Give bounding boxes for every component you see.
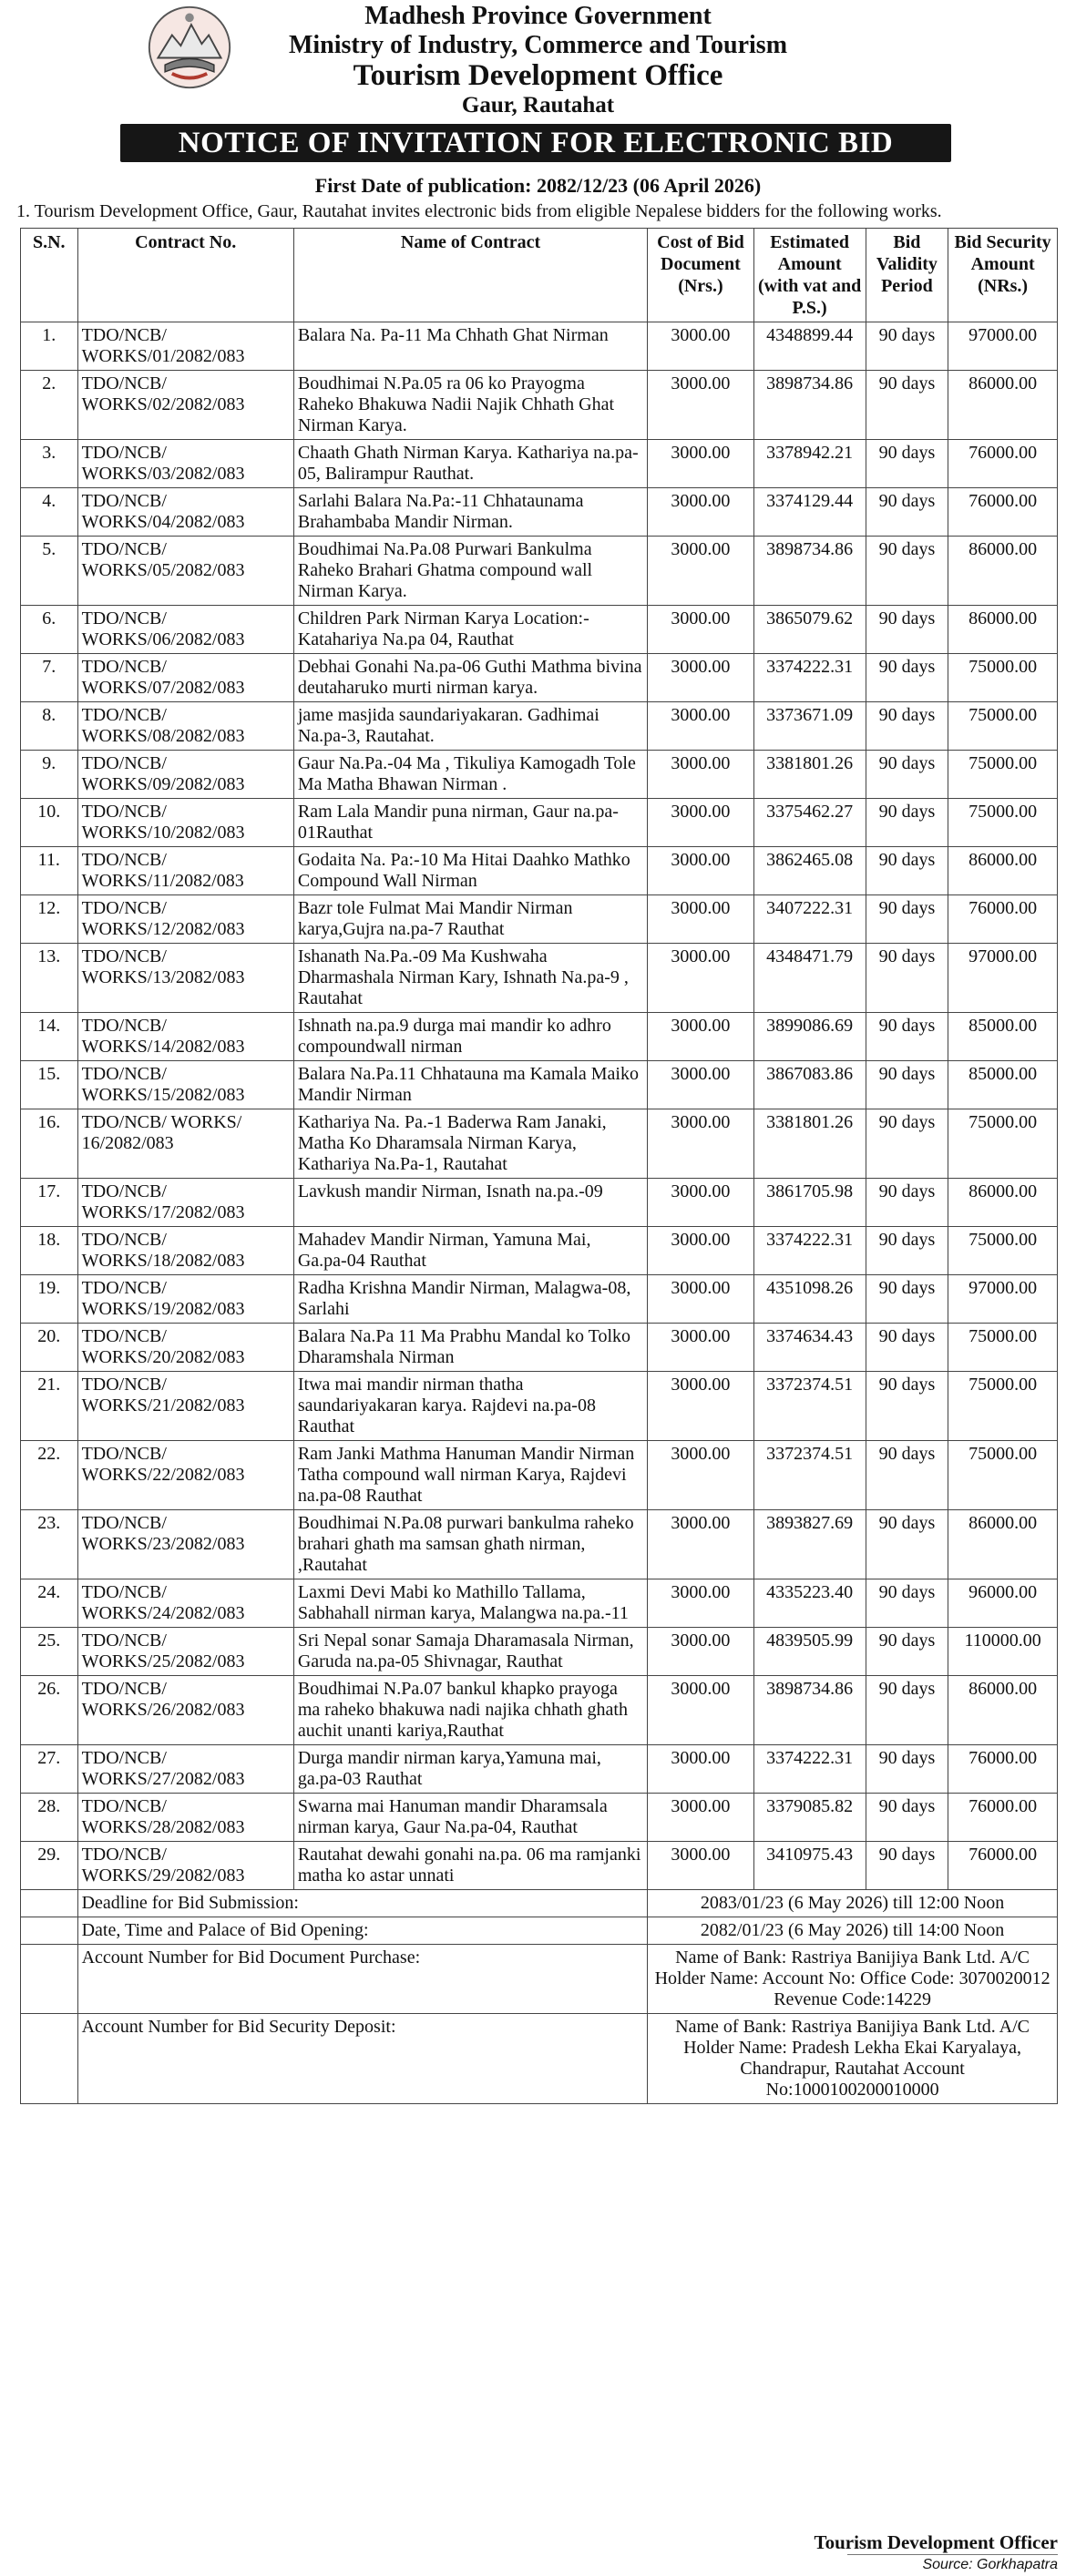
validity-cell: 90 days (866, 488, 948, 537)
estimated-cell: 3379085.82 (753, 1794, 866, 1842)
estimated-cell: 3893827.69 (753, 1510, 866, 1579)
cost-cell: 3000.00 (648, 488, 753, 537)
sn-cell: 14. (21, 1013, 78, 1061)
security-cell: 76000.00 (948, 895, 1058, 944)
intro-paragraph: 1. Tourism Development Office, Gaur, Rautahat invites electronic bids from eligible Nepalese bidders for the following works. (16, 201, 942, 221)
cost-cell: 3000.00 (648, 1628, 753, 1676)
contract-no-cell: TDO/NCB/ WORKS/27/2082/083 (77, 1745, 293, 1794)
validity-cell: 90 days (866, 895, 948, 944)
header-contract-no: Contract No. (77, 229, 293, 322)
validity-cell: 90 days (866, 1510, 948, 1579)
contract-name-cell: Ishanath Na.Pa.-09 Ma Kushwaha Dharmashala Nirman Kary, Ishnath Na.pa-9 , Rautahat (293, 944, 647, 1013)
security-cell: 86000.00 (948, 1179, 1058, 1227)
validity-cell: 90 days (866, 1441, 948, 1510)
deadline-value: 2083/01/23 (6 May 2026) till 12:00 Noon (648, 1890, 1058, 1917)
opening-row (21, 1917, 1058, 1945)
table-row (21, 537, 1058, 606)
signature-office: Tourism Development Officer (814, 2531, 1058, 2553)
sn-cell: 9. (21, 751, 78, 799)
contract-name-cell: Rautahat dewahi gonahi na.pa. 06 ma ramjanki matha ko astar unnati (293, 1842, 647, 1890)
validity-cell: 90 days (866, 944, 948, 1013)
table-row (21, 488, 1058, 537)
contract-name-cell: Sri Nepal sonar Samaja Dharamasala Nirman, Garuda na.pa-05 Shivnagar, Rauthat (293, 1628, 647, 1676)
table-row (21, 1275, 1058, 1324)
validity-cell: 90 days (866, 799, 948, 847)
cost-cell: 3000.00 (648, 1372, 753, 1441)
estimated-cell: 3374222.31 (753, 654, 866, 702)
sn-cell: 21. (21, 1372, 78, 1441)
table-row (21, 1179, 1058, 1227)
estimated-cell: 3862465.08 (753, 847, 866, 895)
estimated-cell: 3378942.21 (753, 440, 866, 488)
contract-name-cell: Kathariya Na. Pa.-1 Baderwa Ram Janaki, Matha Ko Dharamsala Nirman Karya, Kathariya Na.Pa-1, Rautahat (293, 1109, 647, 1179)
estimated-cell: 3867083.86 (753, 1061, 866, 1109)
table-header-row (21, 229, 1058, 322)
security-cell: 76000.00 (948, 440, 1058, 488)
sn-cell: 4. (21, 488, 78, 537)
cost-cell: 3000.00 (648, 1109, 753, 1179)
cost-cell: 3000.00 (648, 440, 753, 488)
table-row (21, 1842, 1058, 1890)
contract-name-cell: Ishnath na.pa.9 durga mai mandir ko adhro compoundwall nirman (293, 1013, 647, 1061)
sn-cell: 10. (21, 799, 78, 847)
contract-name-cell: Mahadev Mandir Nirman, Yamuna Mai, Ga.pa-04 Rauthat (293, 1227, 647, 1275)
estimated-cell: 3381801.26 (753, 1109, 866, 1179)
cost-cell: 3000.00 (648, 751, 753, 799)
estimated-cell: 3407222.31 (753, 895, 866, 944)
contract-no-cell: TDO/NCB/ WORKS/17/2082/083 (77, 1179, 293, 1227)
table-row (21, 847, 1058, 895)
deposit-account-value: Name of Bank: Rastriya Banijiya Bank Ltd. A/C Holder Name: Pradesh Lekha Ekai Karyalaya, Chandrapur, Rautahat Account No:1000100200010000 (648, 2014, 1058, 2104)
contract-no-cell: TDO/NCB/ WORKS/02/2082/083 (77, 371, 293, 440)
works-table (20, 228, 1058, 2104)
contract-no-cell: TDO/NCB/ WORKS/23/2082/083 (77, 1510, 293, 1579)
contract-no-cell: TDO/NCB/ WORKS/24/2082/083 (77, 1579, 293, 1628)
sn-cell: 17. (21, 1179, 78, 1227)
table-row (21, 371, 1058, 440)
security-cell: 97000.00 (948, 322, 1058, 371)
validity-cell: 90 days (866, 1061, 948, 1109)
table-body (21, 322, 1058, 2104)
estimated-cell: 3381801.26 (753, 751, 866, 799)
sn-cell: 5. (21, 537, 78, 606)
security-cell: 75000.00 (948, 1227, 1058, 1275)
validity-cell: 90 days (866, 1628, 948, 1676)
validity-cell: 90 days (866, 654, 948, 702)
validity-cell: 90 days (866, 1013, 948, 1061)
sn-cell: 25. (21, 1628, 78, 1676)
validity-cell: 90 days (866, 702, 948, 751)
source-divider (847, 2554, 1058, 2555)
estimated-cell: 3374129.44 (753, 488, 866, 537)
security-cell: 85000.00 (948, 1013, 1058, 1061)
validity-cell: 90 days (866, 1109, 948, 1179)
cost-cell: 3000.00 (648, 537, 753, 606)
validity-cell: 90 days (866, 371, 948, 440)
estimated-cell: 3410975.43 (753, 1842, 866, 1890)
cost-cell: 3000.00 (648, 1510, 753, 1579)
contract-name-cell: Chaath Ghath Nirman Karya. Kathariya na.pa-05, Balirampur Rauthat. (293, 440, 647, 488)
table-row (21, 440, 1058, 488)
security-cell: 75000.00 (948, 702, 1058, 751)
blank-cell (21, 1945, 78, 2014)
deadline-label: Deadline for Bid Submission: (77, 1890, 648, 1917)
government-name: Madhesh Province Government (364, 2, 712, 30)
validity-cell: 90 days (866, 1579, 948, 1628)
validity-cell: 90 days (866, 1324, 948, 1372)
estimated-cell: 3374634.43 (753, 1324, 866, 1372)
cost-cell: 3000.00 (648, 1275, 753, 1324)
table-row (21, 751, 1058, 799)
contract-no-cell: TDO/NCB/ WORKS/15/2082/083 (77, 1061, 293, 1109)
contract-name-cell: Children Park Nirman Karya Location:-Katahariya Na.pa 04, Rauthat (293, 606, 647, 654)
cost-cell: 3000.00 (648, 1676, 753, 1745)
table-row (21, 606, 1058, 654)
estimated-cell: 3372374.51 (753, 1372, 866, 1441)
sn-cell: 7. (21, 654, 78, 702)
sn-cell: 27. (21, 1745, 78, 1794)
table-row (21, 1061, 1058, 1109)
header-cost: Cost of Bid Document (Nrs.) (648, 229, 753, 322)
cost-cell: 3000.00 (648, 702, 753, 751)
estimated-cell: 4348899.44 (753, 322, 866, 371)
cost-cell: 3000.00 (648, 1227, 753, 1275)
contract-no-cell: TDO/NCB/ WORKS/29/2082/083 (77, 1842, 293, 1890)
estimated-cell: 3898734.86 (753, 537, 866, 606)
contract-no-cell: TDO/NCB/ WORKS/ 16/2082/083 (77, 1109, 293, 1179)
validity-cell: 90 days (866, 1179, 948, 1227)
cost-cell: 3000.00 (648, 1794, 753, 1842)
sn-cell: 1. (21, 322, 78, 371)
sn-cell: 18. (21, 1227, 78, 1275)
estimated-cell: 3861705.98 (753, 1179, 866, 1227)
contract-name-cell: Boudhimai N.Pa.07 bankul khapko prayoga ma raheko bhakuwa nadi najika chhath ghath auchit unanti kariya,Rauthat (293, 1676, 647, 1745)
security-cell: 86000.00 (948, 1510, 1058, 1579)
estimated-cell: 3374222.31 (753, 1745, 866, 1794)
contract-no-cell: TDO/NCB/ WORKS/11/2082/083 (77, 847, 293, 895)
cost-cell: 3000.00 (648, 1441, 753, 1510)
contract-name-cell: Bazr tole Fulmat Mai Mandir Nirman karya,Gujra na.pa-7 Rauthat (293, 895, 647, 944)
table-row (21, 1372, 1058, 1441)
security-cell: 75000.00 (948, 1109, 1058, 1179)
validity-cell: 90 days (866, 606, 948, 654)
security-cell: 86000.00 (948, 847, 1058, 895)
security-cell: 75000.00 (948, 1372, 1058, 1441)
cost-cell: 3000.00 (648, 322, 753, 371)
table-row (21, 654, 1058, 702)
blank-cell (21, 1917, 78, 1945)
office-location: Gaur, Rautahat (461, 93, 615, 118)
security-cell: 76000.00 (948, 1842, 1058, 1890)
validity-cell: 90 days (866, 751, 948, 799)
estimated-cell: 4351098.26 (753, 1275, 866, 1324)
estimated-cell: 3898734.86 (753, 371, 866, 440)
security-cell: 85000.00 (948, 1061, 1058, 1109)
security-cell: 76000.00 (948, 488, 1058, 537)
security-cell: 97000.00 (948, 944, 1058, 1013)
sn-cell: 12. (21, 895, 78, 944)
security-cell: 86000.00 (948, 371, 1058, 440)
contract-no-cell: TDO/NCB/ WORKS/21/2082/083 (77, 1372, 293, 1441)
validity-cell: 90 days (866, 322, 948, 371)
contract-no-cell: TDO/NCB/ WORKS/25/2082/083 (77, 1628, 293, 1676)
header-security: Bid Security Amount (NRs.) (948, 229, 1058, 322)
security-cell: 76000.00 (948, 1794, 1058, 1842)
office-name: Tourism Development Office (353, 59, 723, 92)
table-row (21, 322, 1058, 371)
security-cell: 86000.00 (948, 1676, 1058, 1745)
validity-cell: 90 days (866, 1794, 948, 1842)
header-estimated: Estimated Amount (with vat and P.S.) (753, 229, 866, 322)
purchase-account-value: Name of Bank: Rastriya Banijiya Bank Ltd. A/C Holder Name: Account No: Office Code: 3070020012 Revenue Code:14229 (648, 1945, 1058, 2014)
header-sn: S.N. (21, 229, 78, 322)
opening-label: Date, Time and Palace of Bid Opening: (77, 1917, 648, 1945)
cost-cell: 3000.00 (648, 1579, 753, 1628)
deposit-account-row (21, 2014, 1058, 2104)
cost-cell: 3000.00 (648, 371, 753, 440)
contract-no-cell: TDO/NCB/ WORKS/10/2082/083 (77, 799, 293, 847)
estimated-cell: 4839505.99 (753, 1628, 866, 1676)
sn-cell: 11. (21, 847, 78, 895)
table-row (21, 1109, 1058, 1179)
table-row (21, 1510, 1058, 1579)
contract-no-cell: TDO/NCB/ WORKS/04/2082/083 (77, 488, 293, 537)
contract-name-cell: Radha Krishna Mandir Nirman, Malagwa-08, Sarlahi (293, 1275, 647, 1324)
validity-cell: 90 days (866, 1275, 948, 1324)
table-row (21, 1013, 1058, 1061)
cost-cell: 3000.00 (648, 1324, 753, 1372)
contract-no-cell: TDO/NCB/ WORKS/01/2082/083 (77, 322, 293, 371)
security-cell: 76000.00 (948, 1745, 1058, 1794)
cost-cell: 3000.00 (648, 944, 753, 1013)
security-cell: 110000.00 (948, 1628, 1058, 1676)
cost-cell: 3000.00 (648, 1013, 753, 1061)
security-cell: 75000.00 (948, 1324, 1058, 1372)
opening-value: 2082/01/23 (6 May 2026) till 14:00 Noon (648, 1917, 1058, 1945)
contract-name-cell: Boudhimai N.Pa.05 ra 06 ko Prayogma Raheko Bhakuwa Nadii Najik Chhath Ghat Nirman Karya. (293, 371, 647, 440)
table-row (21, 1794, 1058, 1842)
sn-cell: 15. (21, 1061, 78, 1109)
deadline-row (21, 1890, 1058, 1917)
security-cell: 75000.00 (948, 654, 1058, 702)
contract-name-cell: Ram Janki Mathma Hanuman Mandir Nirman Tatha compound wall nirman Karya, Rajdevi na.pa-08 Rauthat (293, 1441, 647, 1510)
sn-cell: 13. (21, 944, 78, 1013)
security-cell: 86000.00 (948, 606, 1058, 654)
table-row (21, 702, 1058, 751)
contract-name-cell: Sarlahi Balara Na.Pa:-11 Chhataunama Brahambaba Mandir Nirman. (293, 488, 647, 537)
contract-name-cell: Godaita Na. Pa:-10 Ma Hitai Daahko Mathko Compound Wall Nirman (293, 847, 647, 895)
validity-cell: 90 days (866, 847, 948, 895)
cost-cell: 3000.00 (648, 654, 753, 702)
cost-cell: 3000.00 (648, 606, 753, 654)
contract-no-cell: TDO/NCB/ WORKS/08/2082/083 (77, 702, 293, 751)
estimated-cell: 3372374.51 (753, 1441, 866, 1510)
table-row (21, 1579, 1058, 1628)
purchase-account-row (21, 1945, 1058, 2014)
contract-no-cell: TDO/NCB/ WORKS/26/2082/083 (77, 1676, 293, 1745)
table-row (21, 1227, 1058, 1275)
security-cell: 86000.00 (948, 537, 1058, 606)
sn-cell: 16. (21, 1109, 78, 1179)
security-cell: 75000.00 (948, 799, 1058, 847)
sn-cell: 23. (21, 1510, 78, 1579)
validity-cell: 90 days (866, 440, 948, 488)
cost-cell: 3000.00 (648, 1061, 753, 1109)
security-cell: 75000.00 (948, 751, 1058, 799)
estimated-cell: 3865079.62 (753, 606, 866, 654)
contract-no-cell: TDO/NCB/ WORKS/19/2082/083 (77, 1275, 293, 1324)
contract-name-cell: Balara Na.Pa 11 Ma Prabhu Mandal ko Tolko Dharamshala Nirman (293, 1324, 647, 1372)
table-row (21, 1676, 1058, 1745)
sn-cell: 6. (21, 606, 78, 654)
notice-title-banner: NOTICE OF INVITATION FOR ELECTRONIC BID (120, 124, 951, 162)
cost-cell: 3000.00 (648, 847, 753, 895)
security-cell: 97000.00 (948, 1275, 1058, 1324)
cost-cell: 3000.00 (648, 1179, 753, 1227)
contract-name-cell: Boudhimai Na.Pa.08 Purwari Bankulma Raheko Brahari Ghatma compound wall Nirman Karya. (293, 537, 647, 606)
sn-cell: 26. (21, 1676, 78, 1745)
contract-name-cell: Balara Na. Pa-11 Ma Chhath Ghat Nirman (293, 322, 647, 371)
table-row (21, 944, 1058, 1013)
blank-cell (21, 1890, 78, 1917)
cost-cell: 3000.00 (648, 895, 753, 944)
contract-no-cell: TDO/NCB/ WORKS/06/2082/083 (77, 606, 293, 654)
table-row (21, 895, 1058, 944)
source-credit: Source: Gorkhapatra (922, 2557, 1058, 2572)
contract-no-cell: TDO/NCB/ WORKS/13/2082/083 (77, 944, 293, 1013)
estimated-cell: 3375462.27 (753, 799, 866, 847)
contract-name-cell: Balara Na.Pa.11 Chhatauna ma Kamala Maiko Mandir Nirman (293, 1061, 647, 1109)
purchase-account-label: Account Number for Bid Document Purchase: (77, 1945, 648, 2014)
contract-name-cell: Gaur Na.Pa.-04 Ma , Tikuliya Kamogadh Tole Ma Matha Bhawan Nirman . (293, 751, 647, 799)
estimated-cell: 3899086.69 (753, 1013, 866, 1061)
validity-cell: 90 days (866, 1745, 948, 1794)
contract-name-cell: Boudhimai N.Pa.08 purwari bankulma raheko brahari ghath ma samsan ghath nirman, ,Rautahat (293, 1510, 647, 1579)
validity-cell: 90 days (866, 537, 948, 606)
estimated-cell: 4348471.79 (753, 944, 866, 1013)
validity-cell: 90 days (866, 1372, 948, 1441)
validity-cell: 90 days (866, 1842, 948, 1890)
table-row (21, 1441, 1058, 1510)
table-row (21, 1745, 1058, 1794)
deposit-account-label: Account Number for Bid Security Deposit: (77, 2014, 648, 2104)
header-name: Name of Contract (293, 229, 647, 322)
contract-no-cell: TDO/NCB/ WORKS/22/2082/083 (77, 1441, 293, 1510)
table-row (21, 1628, 1058, 1676)
cost-cell: 3000.00 (648, 1745, 753, 1794)
contract-name-cell: Ram Lala Mandir puna nirman, Gaur na.pa-01Rauthat (293, 799, 647, 847)
contract-no-cell: TDO/NCB/ WORKS/20/2082/083 (77, 1324, 293, 1372)
contract-name-cell: Lavkush mandir Nirman, Isnath na.pa.-09 (293, 1179, 647, 1227)
sn-cell: 19. (21, 1275, 78, 1324)
cost-cell: 3000.00 (648, 799, 753, 847)
contract-name-cell: Debhai Gonahi Na.pa-06 Guthi Mathma bivina deutaharuko murti nirman karya. (293, 654, 647, 702)
contract-no-cell: TDO/NCB/ WORKS/12/2082/083 (77, 895, 293, 944)
sn-cell: 22. (21, 1441, 78, 1510)
publication-date: First Date of publication: 2082/12/23 (06 April 2026) (314, 174, 762, 197)
contract-name-cell: Itwa mai mandir nirman thatha saundariyakaran karya. Rajdevi na.pa-08 Rauthat (293, 1372, 647, 1441)
sn-cell: 8. (21, 702, 78, 751)
contract-name-cell: Durga mandir nirman karya,Yamuna mai, ga.pa-03 Rauthat (293, 1745, 647, 1794)
table-row (21, 799, 1058, 847)
contract-no-cell: TDO/NCB/ WORKS/14/2082/083 (77, 1013, 293, 1061)
sn-cell: 24. (21, 1579, 78, 1628)
sn-cell: 28. (21, 1794, 78, 1842)
security-cell: 96000.00 (948, 1579, 1058, 1628)
validity-cell: 90 days (866, 1227, 948, 1275)
sn-cell: 29. (21, 1842, 78, 1890)
estimated-cell: 3374222.31 (753, 1227, 866, 1275)
contract-no-cell: TDO/NCB/ WORKS/09/2082/083 (77, 751, 293, 799)
contract-no-cell: TDO/NCB/ WORKS/18/2082/083 (77, 1227, 293, 1275)
contract-name-cell: Laxmi Devi Mabi ko Mathillo Tallama, Sabhahall nirman karya, Malangwa na.pa.-11 (293, 1579, 647, 1628)
contract-name-cell: jame masjida saundariyakaran. Gadhimai Na.pa-3, Rautahat. (293, 702, 647, 751)
sn-cell: 20. (21, 1324, 78, 1372)
contract-no-cell: TDO/NCB/ WORKS/07/2082/083 (77, 654, 293, 702)
security-cell: 75000.00 (948, 1441, 1058, 1510)
sn-cell: 3. (21, 440, 78, 488)
estimated-cell: 3373671.09 (753, 702, 866, 751)
blank-cell (21, 2014, 78, 2104)
table-row (21, 1324, 1058, 1372)
contract-name-cell: Swarna mai Hanuman mandir Dharamsala nirman karya, Gaur Na.pa-04, Rauthat (293, 1794, 647, 1842)
contract-no-cell: TDO/NCB/ WORKS/03/2082/083 (77, 440, 293, 488)
validity-cell: 90 days (866, 1676, 948, 1745)
sn-cell: 2. (21, 371, 78, 440)
header-validity: Bid Validity Period (866, 229, 948, 322)
cost-cell: 3000.00 (648, 1842, 753, 1890)
estimated-cell: 4335223.40 (753, 1579, 866, 1628)
estimated-cell: 3898734.86 (753, 1676, 866, 1745)
contract-no-cell: TDO/NCB/ WORKS/05/2082/083 (77, 537, 293, 606)
contract-no-cell: TDO/NCB/ WORKS/28/2082/083 (77, 1794, 293, 1842)
ministry-name: Ministry of Industry, Commerce and Tourism (288, 31, 788, 59)
